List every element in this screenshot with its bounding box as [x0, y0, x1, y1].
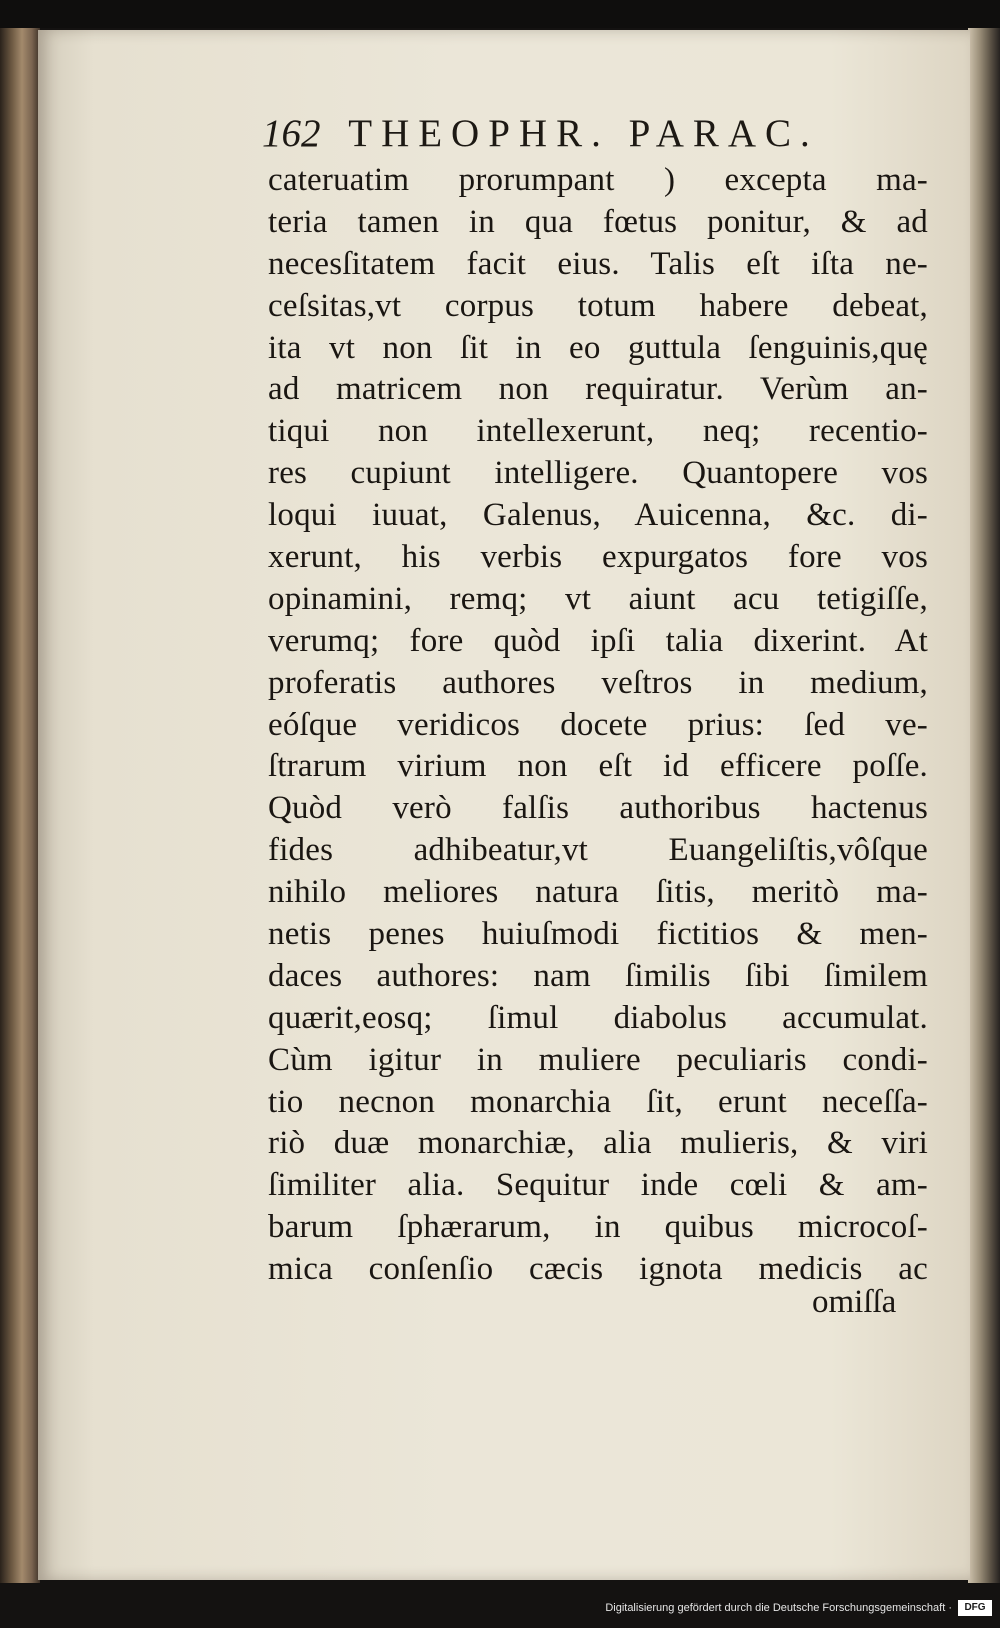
dfg-logo: DFG: [958, 1600, 992, 1616]
text-line: verumq; fore quòd ipſi talia dixerint. At: [268, 622, 928, 659]
text-line: barum ſphærarum, in quibus microcoſ-: [268, 1209, 928, 1246]
text-line: tiqui non intellexerunt, neq; recentio-: [268, 413, 928, 450]
text-line: teria tamen in qua fœtus ponitur, & ad: [268, 203, 928, 240]
page-number: 162: [262, 112, 321, 155]
text-line: loqui iuuat, Galenus, Auicenna, &c. di-: [268, 497, 928, 534]
text-line: ſtrarum virium non eſt id efficere poſſe.: [268, 748, 928, 785]
text-line: res cupiunt intelligere. Quantopere vos: [268, 455, 928, 492]
text-line: ita vt non ſit in eo guttula ſenguinis,quę: [268, 329, 928, 366]
book-spine-edge: [0, 28, 40, 1583]
text-line: eóſque veridicos docete prius: ſed ve-: [268, 706, 928, 743]
book-fore-edge: [968, 28, 1000, 1583]
text-line: ceſsitas,vt corpus totum habere debeat,: [268, 287, 928, 324]
text-line: mica conſenſio cæcis ignota medicis ac: [268, 1251, 928, 1288]
text-line: proferatis authores veſtros in medium,: [268, 664, 928, 701]
running-head: [262, 112, 862, 156]
running-title: THEOPHR. PARAC.: [348, 112, 819, 155]
text-line: netis penes huiuſmodi fictitios & men-: [268, 916, 928, 953]
text-line: Quòd verò falſis authoribus hactenus: [268, 790, 928, 827]
text-line: quærit,eosq; ſimul diabolus accumulat.: [268, 999, 928, 1036]
text-line: cateruatim prorumpant ) excepta ma-: [268, 162, 928, 198]
text-line: Cùm igitur in muliere peculiaris condi-: [268, 1041, 928, 1078]
text-line: fides adhibeatur,vt Euangeliſtis,vôſque: [268, 832, 928, 869]
body-text: [268, 160, 928, 1291]
funding-credit: Digitalisierung gefördert durch die Deutsche Forschungsgemeinschaft ·: [605, 1602, 952, 1614]
text-line: xerunt, his verbis expurgatos fore vos: [268, 539, 928, 576]
text-line: daces authores: nam ſimilis ſibi ſimilem: [268, 957, 928, 994]
text-line: necesſitatem facit eius. Talis eſt iſta ne-: [268, 245, 928, 282]
text-line: ſimiliter alia. Sequitur inde cœli & am-: [268, 1167, 928, 1204]
text-line: riò duæ monarchiæ, alia mulieris, & viri: [268, 1125, 928, 1162]
catchword: omiſſa: [812, 1284, 897, 1320]
text-line: tio necnon monarchia ſit, erunt neceſſa-: [268, 1083, 928, 1120]
text-line: nihilo meliores natura ſitis, meritò ma-: [268, 874, 928, 911]
text-line: ad matricem non requiratur. Verùm an-: [268, 371, 928, 408]
text-line: opinamini, remq; vt aiunt acu tetigiſſe,: [268, 580, 928, 617]
scan-top-border: [0, 0, 1000, 28]
